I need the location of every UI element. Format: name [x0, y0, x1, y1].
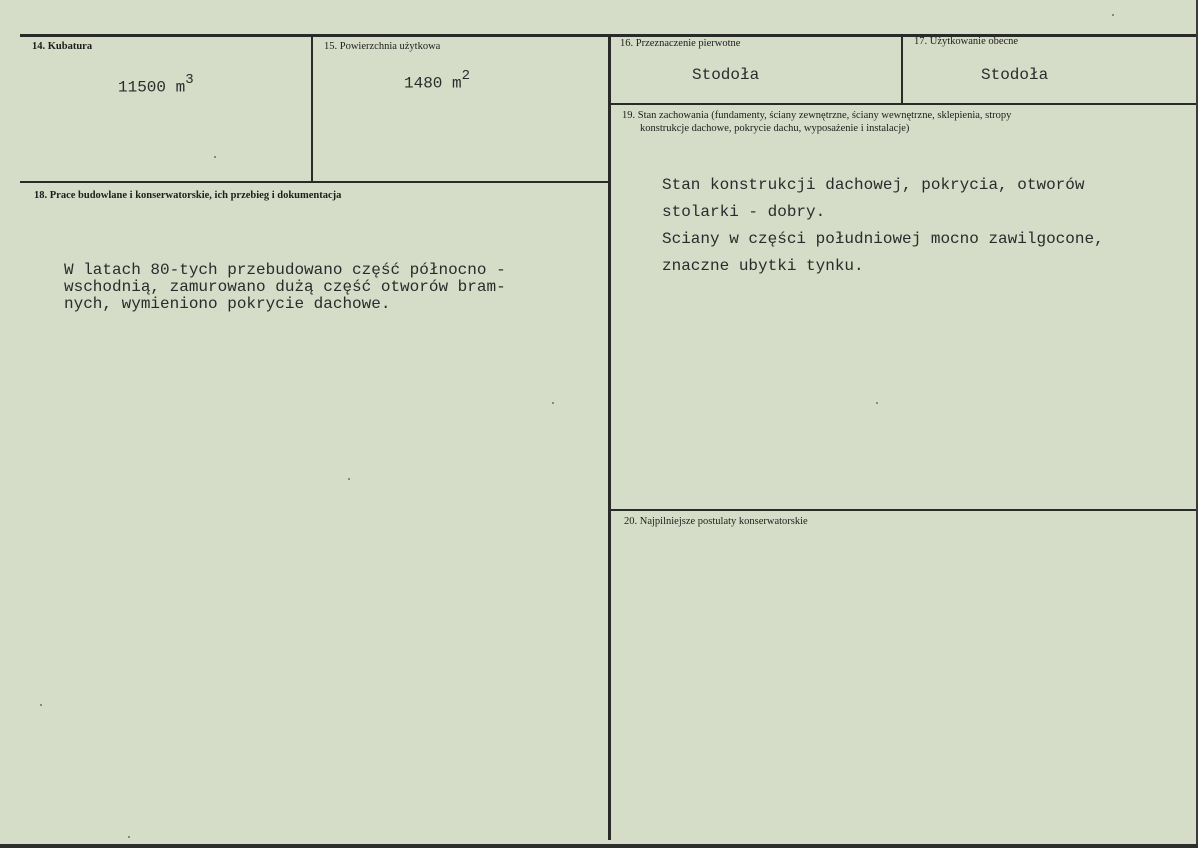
- paper-speck: [348, 478, 350, 480]
- field-19-line: Stan konstrukcji dachowej, pokrycia, otworów: [662, 176, 1085, 194]
- divider-16-17: [901, 36, 903, 104]
- paper-speck: [876, 402, 878, 404]
- field-14-exponent: 3: [185, 72, 194, 88]
- field-18-line: wschodnią, zamurowano dużą część otworów bram-: [64, 278, 506, 296]
- field-14-label: 14. Kubatura: [32, 41, 93, 52]
- field-16-label: 16. Przeznaczenie pierwotne: [620, 38, 741, 49]
- field-19-label-line1: 19. Stan zachowania (fundamenty, ściany zewnętrzne, ściany wewnętrzne, sklepienia, stropy: [622, 110, 1012, 121]
- field-18-line: W latach 80-tych przebudowano część północno -: [64, 261, 506, 279]
- field-18-line: nych, wymieniono pokrycie dachowe.: [64, 295, 391, 313]
- rule-above-20: [609, 509, 1196, 511]
- field-17-label: 17. Użytkowanie obecne: [914, 36, 1019, 47]
- field-18-label: 18. Prace budowlane i konserwatorskie, ich przebieg i dokumentacja: [34, 190, 342, 201]
- field-15-number: 1480 m: [404, 74, 462, 93]
- paper-speck: [128, 836, 130, 838]
- field-17-value: Stodoła: [981, 66, 1049, 84]
- field-19-line: Sciany w części południowej mocno zawilgocone,: [662, 230, 1104, 248]
- divider-14-15: [311, 36, 313, 183]
- rule-below-16-17: [609, 103, 1196, 105]
- field-19-text: [662, 172, 1104, 280]
- field-20-label: 20. Najpilniejsze postulaty konserwatorskie: [624, 516, 808, 527]
- field-18-text: [64, 262, 506, 313]
- rule-below-14-15: [20, 181, 609, 183]
- field-19-label-line2: konstrukcje dachowe, pokrycie dachu, wyposażenie i instalacje): [640, 123, 910, 134]
- paper-speck: [1112, 14, 1114, 16]
- field-19-line: stolarki - dobry.: [662, 203, 826, 221]
- field-15-value: [404, 70, 470, 92]
- field-15-exponent: 2: [461, 68, 471, 84]
- paper-speck: [552, 402, 554, 404]
- field-15-label: 15. Powierzchnia użytkowa: [324, 41, 441, 52]
- paper-speck: [214, 156, 216, 158]
- field-14-number: 11500 m: [118, 78, 186, 97]
- field-16-value: Stodoła: [692, 66, 760, 84]
- field-14-value: [118, 74, 194, 96]
- paper-speck: [40, 704, 42, 706]
- center-divider: [608, 36, 611, 840]
- field-19-line: znaczne ubytki tynku.: [662, 257, 864, 275]
